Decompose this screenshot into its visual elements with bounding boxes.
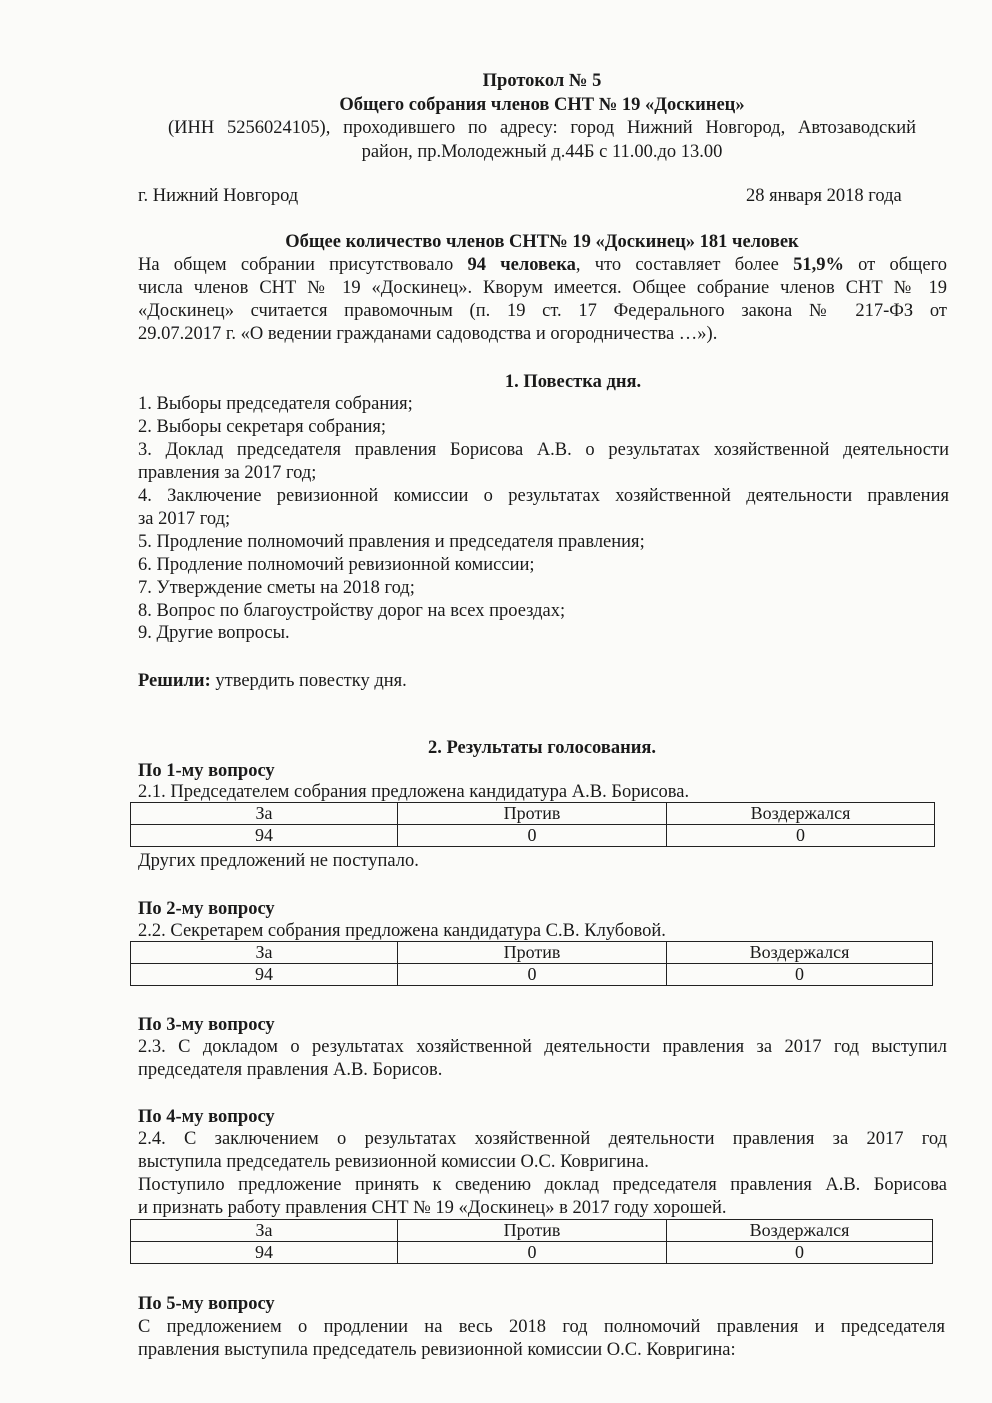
attendance-paragraph bbox=[138, 254, 947, 277]
question-text: 2.1. Председателем собрания предложена кандидатура А.В. Борисова. bbox=[138, 782, 690, 802]
vote-table-header-row bbox=[131, 1220, 933, 1242]
vote-header-against: Против bbox=[398, 803, 667, 825]
vote-table-row bbox=[131, 825, 935, 847]
vote-table bbox=[130, 802, 935, 847]
agenda-item-cont: за 2017 год; bbox=[138, 509, 231, 529]
agenda-item: 9. Другие вопросы. bbox=[138, 623, 290, 643]
place: г. Нижний Новгород bbox=[138, 186, 299, 206]
protocol-subtitle: Общего собрания членов СНТ № 19 «Доскинец» bbox=[339, 95, 745, 115]
vote-header-for: За bbox=[131, 1220, 398, 1242]
attendance-text: На общем собрании присутствовало bbox=[138, 255, 468, 275]
protocol-title: Протокол № 5 bbox=[482, 71, 602, 91]
vote-table-header-row bbox=[131, 942, 933, 964]
vote-against-value: 0 bbox=[398, 964, 667, 986]
question-proposal: Поступило предложение принять к сведению доклад председателя правления А.В. Борисова bbox=[138, 1175, 947, 1195]
vote-header-abstain: Воздержался bbox=[667, 1220, 933, 1242]
agenda-heading: 1. Повестка дня. bbox=[504, 372, 642, 392]
vote-for-value: 94 bbox=[131, 964, 398, 986]
agenda-item-cont: правления за 2017 год; bbox=[138, 463, 317, 483]
vote-abstain-value: 0 bbox=[667, 964, 933, 986]
attendance-percent: 51,9% bbox=[793, 255, 844, 275]
decision-text: утвердить повестку дня. bbox=[210, 671, 407, 691]
results-heading: 2. Результаты голосования. bbox=[427, 738, 657, 758]
legal-text-end: 29.07.2017 г. «О ведении гражданами садоводства и огородничества …»). bbox=[138, 324, 718, 344]
vote-against-value: 0 bbox=[398, 1242, 667, 1264]
quorum-text: числа членов СНТ № 19 «Доскинец». Кворум имеется. Общее собрание членов СНТ № 19 bbox=[138, 278, 947, 298]
agenda-item: 1. Выборы председателя собрания; bbox=[138, 394, 413, 414]
question-text: 2.2. Секретарем собрания предложена кандидатура С.В. Клубовой. bbox=[138, 921, 666, 941]
question-title: По 4-му вопросу bbox=[138, 1107, 275, 1127]
question-text: 2.4. С заключением о результатах хозяйственной деятельности правления за 2017 год bbox=[138, 1129, 947, 1149]
agenda-item: 7. Утверждение сметы на 2018 год; bbox=[138, 578, 415, 598]
members-total: Общее количество членов СНТ№ 19 «Доскинец» 181 человек bbox=[285, 232, 799, 252]
question-title: По 1-му вопросу bbox=[138, 761, 275, 781]
vote-abstain-value: 0 bbox=[667, 825, 935, 847]
vote-table-row bbox=[131, 964, 933, 986]
question-note: Других предложений не поступало. bbox=[138, 851, 419, 871]
date: 28 января 2018 года bbox=[746, 186, 902, 206]
question-title: По 2-му вопросу bbox=[138, 899, 275, 919]
agenda-item: 8. Вопрос по благоустройству дорог на всех проездах; bbox=[138, 601, 566, 621]
vote-for-value: 94 bbox=[131, 1242, 398, 1264]
attendance-count: 94 человека bbox=[467, 255, 576, 275]
vote-table-header-row bbox=[131, 803, 935, 825]
question-text-cont: правления выступила председатель ревизионной комиссии О.С. Ковригина: bbox=[138, 1340, 736, 1360]
protocol-address-line2: район, пр.Молодежный д.44Б с 11.00.до 13.00 bbox=[361, 142, 723, 162]
vote-header-for: За bbox=[131, 942, 398, 964]
question-text-cont: председателя правления А.В. Борисов. bbox=[138, 1060, 443, 1080]
vote-header-against: Против bbox=[398, 942, 667, 964]
legal-text: «Доскинец» считается правомочным (п. 19 ст. 17 Федерального закона № 217-ФЗ от bbox=[138, 301, 947, 321]
question-text: С предложением о продлении на весь 2018 год полномочий правления и председателя bbox=[138, 1317, 945, 1337]
vote-header-abstain: Воздержался bbox=[667, 803, 935, 825]
agenda-item: 6. Продление полномочий ревизионной комиссии; bbox=[138, 555, 535, 575]
vote-table-row bbox=[131, 1242, 933, 1264]
agenda-item: 5. Продление полномочий правления и председателя правления; bbox=[138, 532, 645, 552]
agenda-item: 4. Заключение ревизионной комиссии о результатах хозяйственной деятельности правления bbox=[138, 486, 949, 506]
question-title: По 5-му вопросу bbox=[138, 1294, 275, 1314]
agenda-item: 2. Выборы секретаря собрания; bbox=[138, 417, 387, 437]
decision-label: Решили: bbox=[138, 671, 211, 691]
question-proposal-cont: и признать работу правления СНТ № 19 «Доскинец» в 2017 году хорошей. bbox=[138, 1198, 727, 1218]
agenda-item: 3. Доклад председателя правления Борисова А.В. о результатах хозяйственной деятельности bbox=[138, 440, 949, 460]
vote-table bbox=[130, 1219, 933, 1264]
vote-table bbox=[130, 941, 933, 986]
question-text: 2.3. С докладом о результатах хозяйственной деятельности правления за 2017 год выступил bbox=[138, 1037, 947, 1057]
vote-against-value: 0 bbox=[398, 825, 667, 847]
vote-header-for: За bbox=[131, 803, 398, 825]
question-title: По 3-му вопросу bbox=[138, 1015, 275, 1035]
vote-abstain-value: 0 bbox=[667, 1242, 933, 1264]
attendance-text: от общего bbox=[843, 255, 947, 275]
question-text-cont: выступила председатель ревизионной комиссии О.С. Ковригина. bbox=[138, 1152, 649, 1172]
vote-header-abstain: Воздержался bbox=[667, 942, 933, 964]
decision bbox=[138, 670, 407, 692]
attendance-text: , что составляет более bbox=[575, 255, 794, 275]
protocol-address-line1: (ИНН 5256024105), проходившего по адресу: город Нижний Новгород, Автозаводский bbox=[168, 118, 916, 138]
vote-for-value: 94 bbox=[131, 825, 398, 847]
vote-header-against: Против bbox=[398, 1220, 667, 1242]
